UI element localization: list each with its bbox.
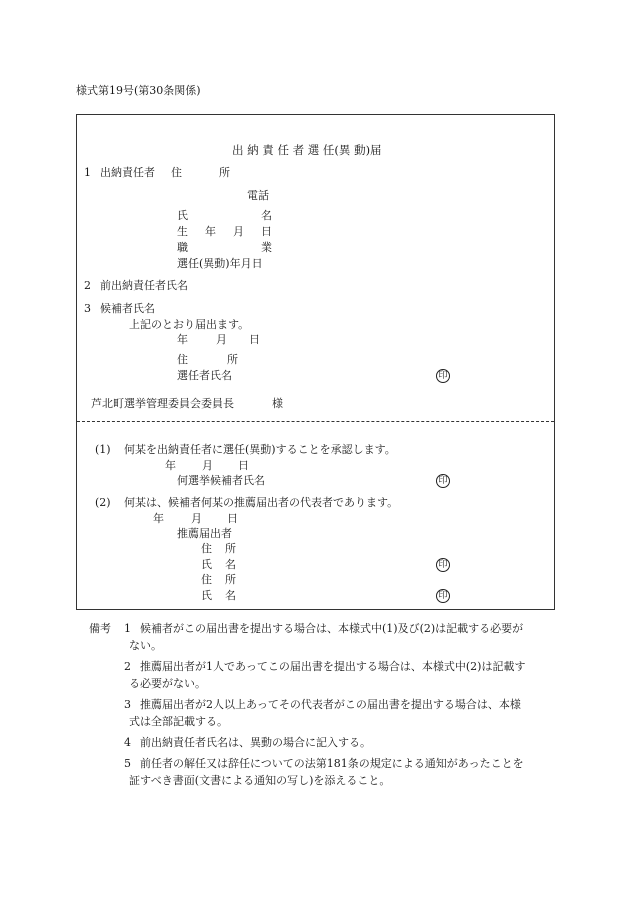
selector-address-label-b: 所 (227, 353, 238, 366)
dashed-divider (77, 421, 554, 422)
note-2-line-2: る必要がない。 (129, 677, 206, 690)
former-treasurer-label: 前出納責任者氏名 (100, 279, 188, 292)
section-1-number: 1 (84, 166, 91, 179)
seal-icon: 印 (436, 369, 450, 383)
selector-address-label-a: 住 (177, 353, 188, 366)
seal-icon: 印 (436, 474, 450, 488)
treasurer-address-label-a: 住 (171, 166, 182, 179)
recommender-1-name-b: 名 (225, 558, 236, 571)
appointment-date-label: 選任(異動)年月日 (177, 257, 263, 270)
form-title: 出 納 責 任 者 選 任(異 動)届 (232, 143, 382, 157)
note-1-line-2: ない。 (129, 639, 162, 652)
consent-2-date-year: 年 (153, 512, 164, 525)
seal-icon: 印 (436, 558, 450, 572)
notes-heading: 備考 (89, 622, 111, 635)
addressee-honorific: 様 (272, 397, 283, 410)
notice-text: 上記のとおり届出ます。 (129, 318, 250, 331)
note-5-line-1: 前任者の解任又は辞任についての法第181条の規定による通知があったことを (140, 757, 524, 770)
name-label-b: 名 (261, 209, 272, 222)
occupation-label-a: 職 (177, 241, 188, 254)
notice-date-year: 年 (177, 333, 188, 346)
section-3-number: 3 (84, 302, 91, 315)
phone-label: 電話 (247, 189, 269, 202)
note-2-number: 2 (124, 660, 131, 673)
recommender-2-address-b: 所 (225, 573, 236, 586)
consent-1-date-month: 月 (202, 459, 213, 472)
consent-2-date-day: 日 (227, 512, 238, 525)
note-3-line-2: 式は全部記載する。 (129, 715, 228, 728)
treasurer-address-label-b: 所 (219, 166, 230, 179)
recommender-2-name-a: 氏 (201, 589, 212, 602)
name-label-a: 氏 (177, 209, 188, 222)
note-2-line-1: 推薦届出者が1人であってこの届出書を提出する場合は、本様式中(2)は記載す (140, 660, 526, 673)
consent-1-date-year: 年 (165, 459, 176, 472)
note-3-line-1: 推薦届出者が2人以上あってその代表者がこの届出書を提出する場合は、本様 (140, 698, 521, 711)
consent-1-text: 何某を出納責任者に選任(異動)することを承認します。 (124, 443, 396, 456)
birth-label-0: 生 (177, 225, 188, 238)
consent-1-date-day: 日 (238, 459, 249, 472)
consent-1-number: (1) (95, 443, 111, 456)
seal-icon: 印 (436, 589, 450, 603)
recommender-2-address-a: 住 (201, 573, 212, 586)
note-1-line-1: 候補者がこの届出書を提出する場合は、本様式中(1)及び(2)は記載する必要が (140, 622, 524, 635)
note-4-number: 4 (124, 736, 131, 749)
note-5-number: 5 (124, 757, 131, 770)
note-1-number: 1 (124, 622, 131, 635)
consent-2-number: (2) (95, 496, 111, 509)
notice-date-month: 月 (216, 333, 227, 346)
consent-2-date-month: 月 (191, 512, 202, 525)
birth-label-2: 月 (233, 225, 244, 238)
section-2-number: 2 (84, 279, 91, 292)
treasurer-label: 出納責任者 (100, 166, 155, 179)
note-3-number: 3 (124, 698, 131, 711)
recommender-1-address-a: 住 (201, 542, 212, 555)
occupation-label-b: 業 (261, 241, 272, 254)
recommender-2-name-b: 名 (225, 589, 236, 602)
birth-label-1: 年 (205, 225, 216, 238)
recommender-label: 推薦届出者 (177, 527, 232, 540)
notice-date-day: 日 (249, 333, 260, 346)
recommender-1-address-b: 所 (225, 542, 236, 555)
form-number-label: 様式第19号(第30条関係) (76, 84, 201, 97)
form-box (76, 114, 555, 610)
candidate-name-label: 候補者氏名 (100, 302, 155, 315)
note-5-line-2: 証すべき書面(文書による通知の写し)を添えること。 (129, 774, 391, 787)
birth-label-3: 日 (261, 225, 272, 238)
consent-2-text: 何某は、候補者何某の推薦届出者の代表者であります。 (124, 496, 399, 509)
recommender-1-name-a: 氏 (201, 558, 212, 571)
note-4-line-1: 前出納責任者氏名は、異動の場合に記入する。 (140, 736, 371, 749)
selector-name-label: 選任者氏名 (177, 369, 232, 382)
candidate-signature-label: 何選挙候補者氏名 (177, 474, 265, 487)
addressee-name: 芦北町選挙管理委員会委員長 (91, 397, 234, 410)
